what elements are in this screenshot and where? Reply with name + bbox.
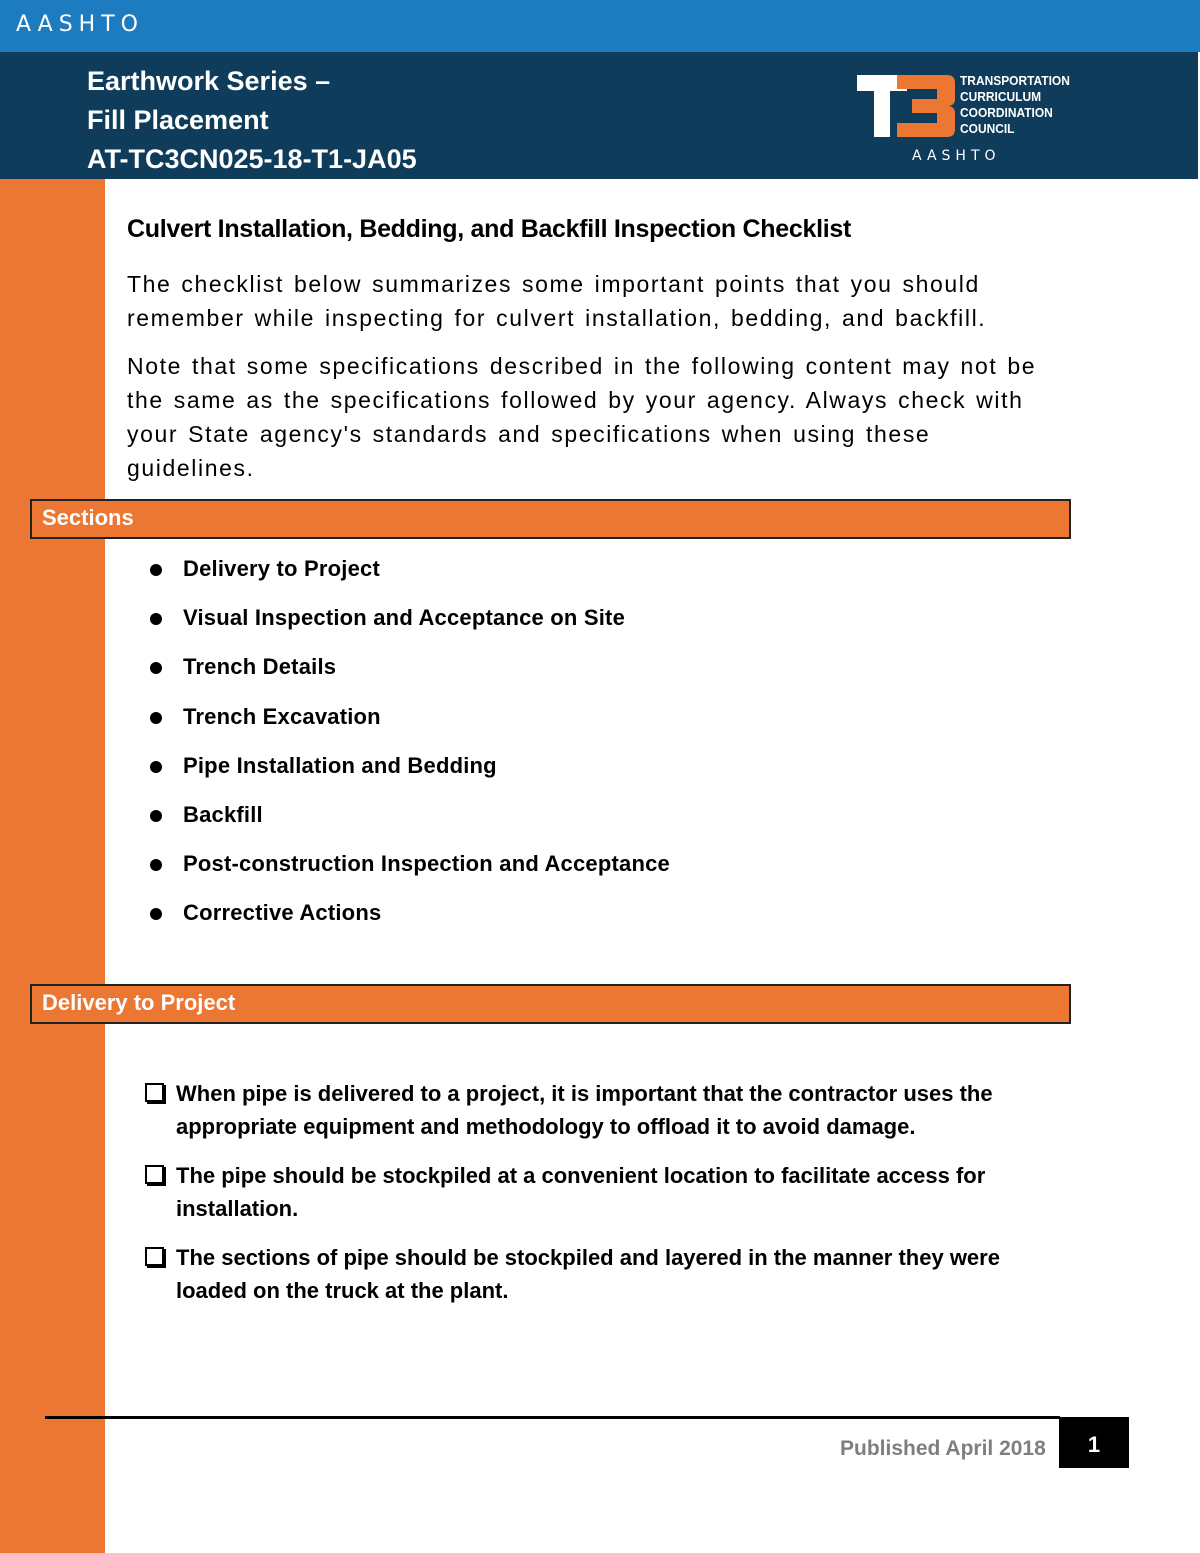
t3-aashto-logo: AASHTO (912, 148, 1001, 164)
t3-line-4: COUNCIL (960, 121, 1015, 136)
bullet-icon (150, 662, 162, 674)
t3-line-2: CURRICULUM (960, 89, 1042, 104)
delivery-heading: Delivery to Project (42, 990, 236, 1015)
header-topic: Fill Placement (87, 105, 269, 135)
sections-heading: Sections (42, 505, 134, 530)
bullet-icon (150, 810, 162, 822)
bullet-icon (150, 761, 162, 773)
checklist-item: When pipe is delivered to a project, it is important that the contractor uses the appropriate equipment and methodology to offload it to avoid damage. (143, 1077, 1063, 1143)
t3-logo (852, 65, 1070, 175)
t3-mark-icon (852, 65, 962, 145)
checkbox-icon (145, 1165, 164, 1184)
bullet-icon (150, 613, 162, 625)
delivery-checklist (143, 1077, 1063, 1323)
t3-line-1: TRANSPORTATION (960, 73, 1070, 88)
header-series: Earthwork Series – (87, 66, 331, 96)
side-accent-bar (0, 179, 105, 1553)
bullet-icon (150, 564, 162, 576)
aashto-logo: AASHTO (16, 12, 144, 37)
checklist-item: The pipe should be stockpiled at a convenient location to facilitate access for installation. (143, 1159, 1063, 1225)
published-date: Published April 2018 (840, 1437, 1046, 1460)
bullet-icon (150, 908, 162, 920)
checkbox-icon (145, 1083, 164, 1102)
header-code: AT-TC3CN025-18-T1-JA05 (87, 144, 417, 174)
page-title: Culvert Installation, Bedding, and Backfill Inspection Checklist (127, 215, 851, 243)
checkbox-icon (145, 1247, 164, 1266)
sections-header-bar (30, 499, 1071, 539)
top-bar (0, 0, 1200, 52)
note-paragraph: Note that some specifications described in the following content may not be the same as the specifications followed by your agency. Always check with your State agency's standards and specifications when using these guidelines. (127, 353, 1037, 481)
bullet-icon (150, 712, 162, 724)
bullet-icon (150, 859, 162, 871)
checklist-item: The sections of pipe should be stockpiled and layered in the manner they were loaded on the truck at the plant. (143, 1241, 1063, 1307)
page-number: 1 (1059, 1417, 1129, 1468)
t3-line-3: COORDINATION (960, 105, 1053, 120)
footer-divider (45, 1416, 1060, 1419)
delivery-header-bar (30, 984, 1071, 1024)
intro-paragraph: The checklist below summarizes some important points that you should remember while inspecting for culvert installation, bedding, and backfill. (127, 271, 987, 331)
